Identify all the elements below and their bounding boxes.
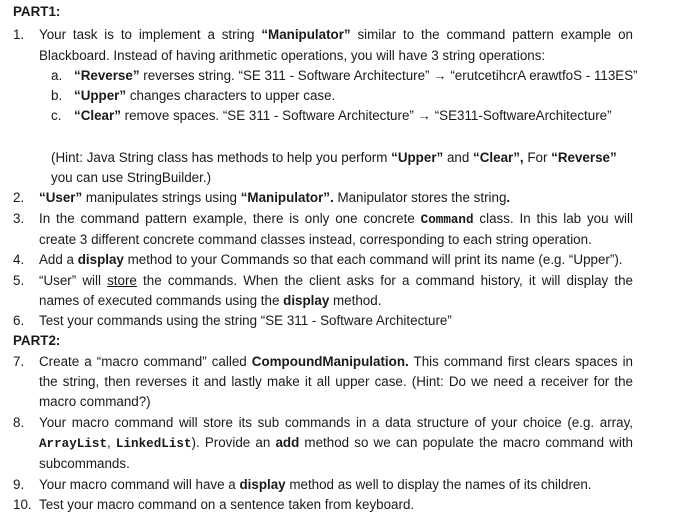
- list-item-2: [13, 188, 665, 208]
- item-text: [39, 250, 665, 270]
- bold-run: “User”: [39, 190, 83, 206]
- bold-run: “Upper”: [74, 88, 127, 104]
- item-text: [39, 352, 665, 413]
- text-run: This command first clears spaces in the string, then reverses it and lastly make it all upper case. (Hint: Do we need a receiver for the macro command?): [39, 353, 633, 410]
- text-run: and: [443, 149, 474, 165]
- bold-run: .: [506, 190, 511, 206]
- sub-item-letter: b.: [51, 88, 63, 104]
- part1-heading: PART1:: [13, 4, 61, 19]
- list-item-3: [13, 209, 665, 251]
- text-run: Create a “macro command” called: [39, 353, 252, 369]
- bold-run: “Manipulator”.: [240, 190, 334, 206]
- list-item-9: [13, 475, 665, 495]
- part2-heading: PART2:: [13, 333, 61, 349]
- item-text: [39, 495, 665, 515]
- underlined-run: store: [107, 272, 137, 288]
- text-run: manipulates strings using: [82, 190, 241, 206]
- code-run: LinkedList: [115, 436, 192, 451]
- item-text: [39, 413, 665, 475]
- bold-run: “Clear”: [74, 108, 121, 124]
- item-text: [39, 475, 665, 495]
- item-text: [39, 25, 665, 66]
- bold-run: “Reverse”: [74, 67, 140, 83]
- text-run: Your macro command will have a: [39, 476, 240, 492]
- bold-run: add: [275, 434, 300, 450]
- text-run: “User” will: [39, 272, 108, 288]
- sub-item-letter: c.: [51, 108, 62, 124]
- sub-item-a: [13, 66, 665, 86]
- sub-item-letter: a.: [51, 67, 63, 83]
- list-item-4: [13, 250, 665, 270]
- item-number: 3.: [13, 210, 25, 226]
- bold-run: display: [239, 476, 286, 492]
- list-item-10: [13, 495, 665, 515]
- item-number: 7.: [13, 353, 25, 369]
- bold-run: display: [77, 252, 124, 268]
- text-run: class. In this lab you will create 3 different concrete command classes instead, corresponding to each string operation.: [39, 210, 633, 247]
- item-number: 8.: [13, 414, 25, 430]
- item-number: 5.: [13, 272, 25, 288]
- bold-run: CompoundManipulation.: [251, 353, 409, 369]
- text-run: Add a: [39, 252, 78, 268]
- text-run: changes characters to upper case.: [126, 88, 336, 104]
- text-run: Test your commands using the string “SE 311 - Software Architecture”: [39, 313, 452, 329]
- bold-run: “Upper”: [391, 149, 444, 165]
- bold-run: “Clear”,: [473, 149, 524, 165]
- bold-run: “Manipulator”: [261, 27, 351, 43]
- text-run: method to your Commands so that each command will print its name (e.g. “Upper”).: [123, 252, 623, 268]
- sub-item-b: [13, 86, 665, 106]
- bold-run: display: [283, 292, 330, 308]
- text-run: Test your macro command on a sentence taken from keyboard.: [39, 496, 415, 512]
- text-run: similar to the command pattern example on Blackboard. Instead of having arithmetic operations, you will have 3 string operations:: [39, 27, 633, 63]
- text-run: ). Provide an: [191, 434, 276, 450]
- text-run: Your task is to implement a string: [39, 27, 262, 43]
- text-run: method as well to display the names of its children.: [285, 476, 592, 492]
- item-number: 1.: [13, 27, 25, 43]
- text-run: the commands. When the client asks for a command history, it will display the names of executed commands using the: [39, 272, 633, 308]
- item-text: [39, 209, 665, 251]
- text-run: method so we can populate the macro command with subcommands.: [39, 434, 633, 472]
- text-run: reverses string. “SE 311 - Software Architecture” → “erutcetihcrA erawtfoS - 113ES”: [139, 67, 638, 83]
- item-text: [39, 188, 665, 208]
- item-number: 9.: [13, 476, 25, 492]
- list-item-6: [13, 311, 665, 331]
- text-run: Manipulator stores the string: [333, 190, 507, 206]
- text-run: (Hint: Java String class has methods to help you perform: [51, 149, 392, 165]
- text-run: you can use StringBuilder.): [51, 170, 212, 186]
- list-item-8: [13, 413, 665, 475]
- item-number: 4.: [13, 252, 25, 268]
- text-run: Your macro command will store its sub commands in a data structure of your choice (e.g. array,: [39, 414, 633, 430]
- text-run: ,: [107, 434, 116, 450]
- list-item-1: [13, 25, 665, 66]
- item-number: 10.: [13, 496, 32, 512]
- sub-item-c: [13, 106, 665, 126]
- item-number: 6.: [13, 313, 25, 329]
- list-item-7: [13, 352, 665, 413]
- text-run: remove spaces. “SE 311 - Software Architecture” → “SE311-SoftwareArchitecture”: [120, 108, 612, 124]
- item-number: 2.: [13, 190, 25, 206]
- hint-paragraph: [13, 148, 665, 189]
- item-text: [39, 271, 665, 312]
- code-run: ArrayList: [39, 436, 108, 451]
- text-run: method.: [329, 292, 382, 308]
- text-run: For: [523, 149, 552, 165]
- list-item-5: [13, 271, 665, 312]
- bold-run: “Reverse”: [551, 149, 617, 165]
- text-run: In the command pattern example, there is only one concrete: [39, 210, 421, 226]
- item-text: [39, 311, 665, 331]
- code-run: Command: [420, 212, 474, 227]
